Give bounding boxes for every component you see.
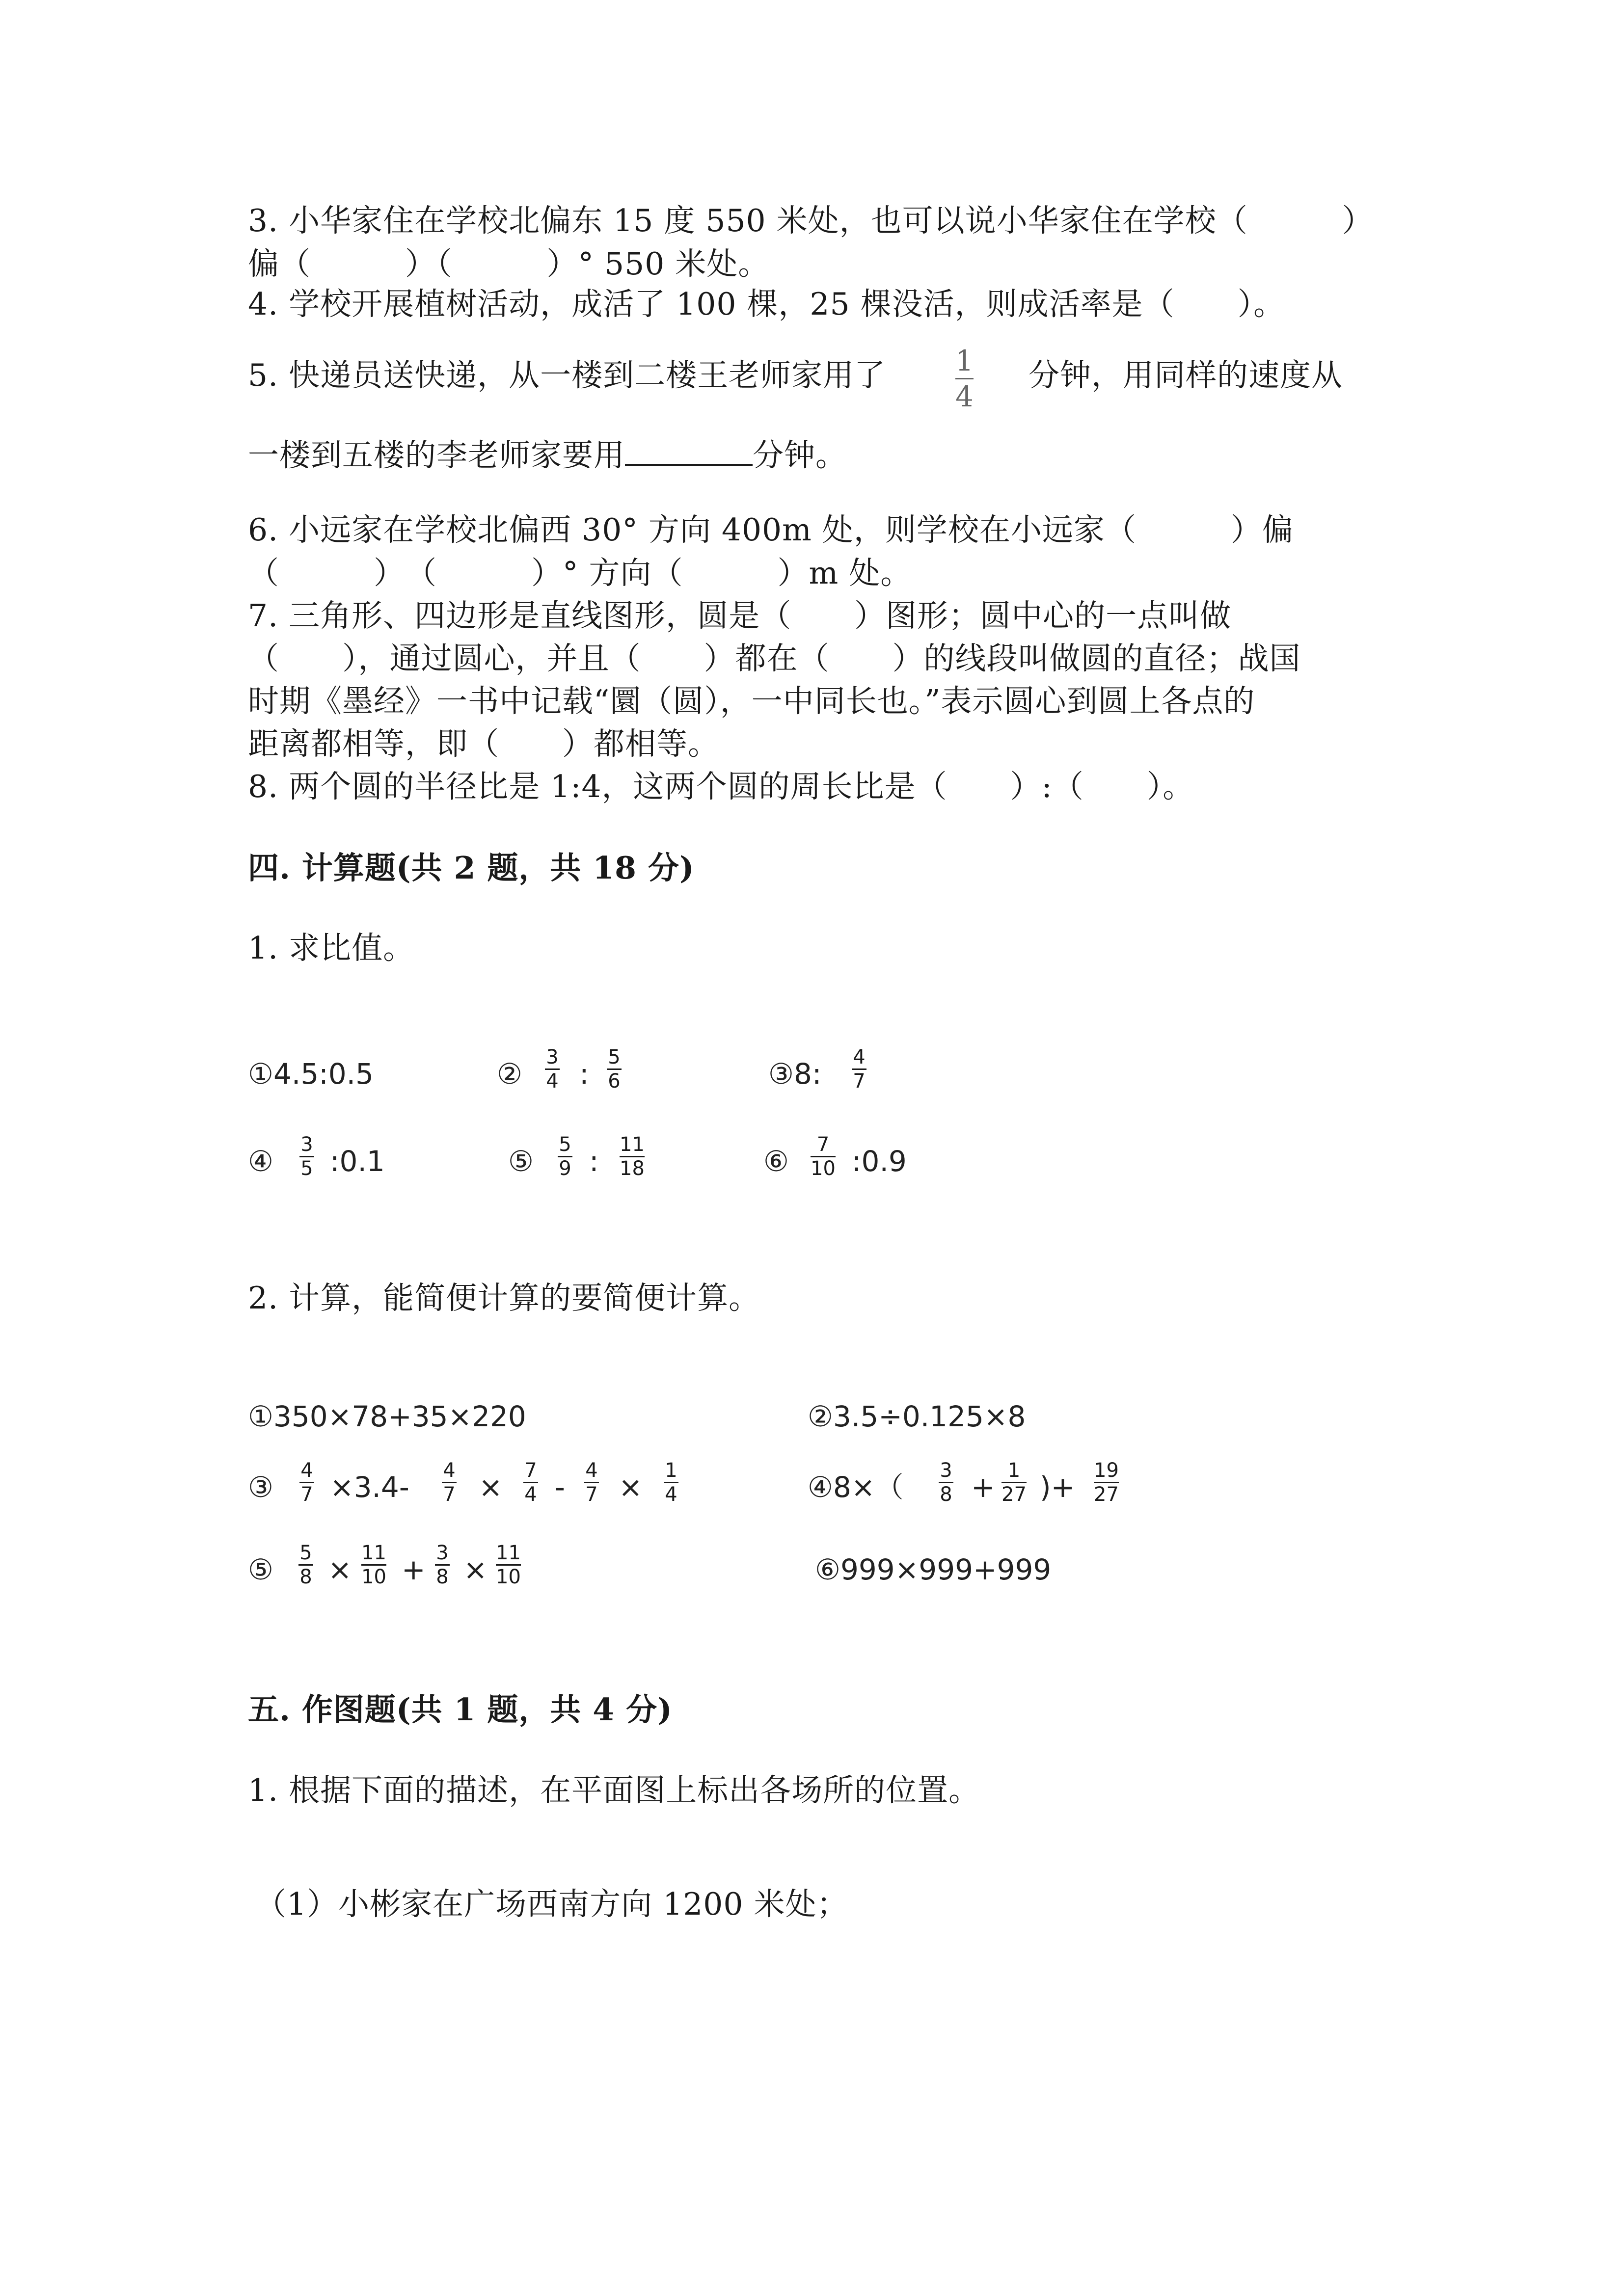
fraction-numerator: 5 xyxy=(608,1046,621,1068)
question-6-line-1: 6. 小远家在学校北偏西 30° 方向 400m 处，则学校在小远家（ ）偏 xyxy=(248,512,1294,548)
fraction-denominator: 5 xyxy=(300,1157,313,1180)
ratio-6-fraction xyxy=(811,1135,836,1178)
fraction-denominator: 4 xyxy=(665,1483,677,1506)
ratio-3-label: ③8: xyxy=(768,1057,822,1091)
ratio-5-label: ⑤ xyxy=(508,1145,534,1178)
ratio-2-fraction-a xyxy=(545,1047,560,1091)
calc-3-fraction-4 xyxy=(584,1461,599,1504)
fraction-denominator: 10 xyxy=(496,1566,521,1588)
ratio-3-fraction xyxy=(852,1047,866,1091)
calc-3-label: ③ xyxy=(248,1470,273,1504)
fraction-numerator: 3 xyxy=(940,1459,952,1482)
calc-3-fraction-2 xyxy=(442,1461,457,1504)
fraction-numerator: 1 xyxy=(665,1459,677,1482)
calc-3-text-2: × xyxy=(479,1470,503,1504)
question-7-line-3: 时期《墨经》一书中记载“圜（圆），一中同长也。”表示圆心到圆上各点的 xyxy=(248,683,1255,719)
fraction-denominator: 9 xyxy=(559,1157,571,1180)
fraction-denominator: 10 xyxy=(361,1566,386,1588)
question-7-line-2: （ ），通过圆心，并且（ ）都在（ ）的线段叫做圆的直径；战国 xyxy=(248,641,1301,676)
section-4-heading: 四. 计算题(共 2 题，共 18 分) xyxy=(248,850,695,886)
calc-3-fraction-3 xyxy=(523,1461,538,1504)
calc-5-fraction-4 xyxy=(496,1543,521,1587)
calc-6: ⑥999×999+999 xyxy=(815,1553,1052,1586)
calc-4-text-1: + xyxy=(971,1470,995,1504)
fraction-numerator: 7 xyxy=(524,1459,537,1482)
question-5-part-1: 5. 快递员送快递，从一楼到二楼王老师家用了 xyxy=(248,357,886,393)
ratio-5-fraction-a xyxy=(558,1135,572,1178)
ratio-5-separator: : xyxy=(589,1145,599,1178)
fraction-numerator: 7 xyxy=(816,1133,830,1156)
ratio-4-fraction xyxy=(299,1135,314,1178)
ratio-6-tail: :0.9 xyxy=(852,1145,907,1178)
fraction-numerator: 4 xyxy=(443,1459,456,1482)
calc-3-fraction-5 xyxy=(664,1461,678,1504)
calc-5-fraction-1 xyxy=(298,1543,313,1587)
fraction-numerator: 19 xyxy=(1094,1459,1119,1482)
section-5-item-1: （1）小彬家在广场西南方向 1200 米处； xyxy=(255,1886,848,1922)
question-5-part-2: 分钟，用同样的速度从 xyxy=(1029,357,1343,393)
calc-5-fraction-3 xyxy=(435,1543,450,1587)
calc-3-text-3: - xyxy=(555,1470,565,1504)
ratio-4-label: ④ xyxy=(248,1145,273,1178)
fraction-numerator: 4 xyxy=(585,1459,598,1482)
fraction-denominator: 10 xyxy=(811,1157,836,1180)
fraction-denominator: 4 xyxy=(524,1483,537,1506)
fraction-denominator: 6 xyxy=(608,1070,621,1093)
fraction-numerator: 11 xyxy=(496,1542,521,1564)
question-5-fraction xyxy=(955,344,974,413)
fraction-numerator: 11 xyxy=(361,1542,386,1564)
question-6-line-2: （ ） （ ）° 方向（ ）m 处。 xyxy=(248,555,912,591)
question-7-line-4: 距离都相等，即（ ）都相等。 xyxy=(248,726,719,762)
fraction-numerator: 3 xyxy=(546,1046,559,1068)
question-7-line-1: 7. 三角形、四边形是直线图形，圆是（ ）图形；圆中心的一点叫做 xyxy=(248,598,1232,634)
fraction-numerator: 5 xyxy=(299,1542,312,1564)
ratio-6-label: ⑥ xyxy=(763,1145,789,1178)
question-3-line-2: 偏（ ）（ ）° 550 米处。 xyxy=(248,246,770,282)
question-8: 8. 两个圆的半径比是 1:4，这两个圆的周长比是（ ）:（ ）。 xyxy=(248,769,1194,804)
ratio-2-fraction-b xyxy=(607,1047,622,1091)
fraction-numerator: 5 xyxy=(559,1133,571,1156)
calc-5-text-2: + xyxy=(402,1553,426,1586)
fraction-denominator: 4 xyxy=(546,1070,559,1093)
fraction-numerator: 4 xyxy=(853,1046,866,1068)
section-5-heading: 五. 作图题(共 1 题，共 4 分) xyxy=(248,1691,673,1728)
fraction-denominator: 7 xyxy=(300,1483,313,1506)
calc-3-fraction-1 xyxy=(299,1461,314,1504)
calc-4-text-2: )+ xyxy=(1040,1470,1075,1504)
ratio-2-separator: : xyxy=(579,1057,589,1091)
calc-3-text-1: ×3.4- xyxy=(330,1470,409,1504)
fraction-denominator: 8 xyxy=(436,1566,449,1588)
calc-5-label: ⑤ xyxy=(248,1553,273,1586)
fraction-numerator: 4 xyxy=(300,1459,313,1482)
calc-4-label: ④8×（ xyxy=(808,1470,904,1504)
fraction-numerator: 1 xyxy=(1007,1459,1021,1482)
fraction-denominator: 18 xyxy=(620,1157,645,1180)
question-5-line-2-text-a: 一楼到五楼的李老师家要用 xyxy=(248,437,625,473)
calc-4-fraction-3 xyxy=(1094,1461,1119,1504)
calc-5-text-1: × xyxy=(328,1553,352,1586)
fraction-denominator: 27 xyxy=(1001,1483,1027,1506)
fraction-numerator: 11 xyxy=(620,1133,645,1156)
calc-5-fraction-2 xyxy=(361,1543,386,1587)
fraction-denominator: 7 xyxy=(443,1483,456,1506)
fraction-denominator: 7 xyxy=(853,1070,866,1093)
calc-1: ①350×78+35×220 xyxy=(248,1400,526,1433)
question-5-line-2-text-b: 分钟。 xyxy=(753,437,847,473)
fraction-denominator: 27 xyxy=(1094,1483,1119,1506)
question-5-line-2 xyxy=(248,436,847,475)
fraction-denominator: 8 xyxy=(940,1483,952,1506)
section-4-question-1: 1. 求比值。 xyxy=(248,930,415,966)
question-3-line-1: 3. 小华家住在学校北偏东 15 度 550 米处，也可以说小华家住在学校（ ） xyxy=(248,203,1374,239)
fraction-denominator: 4 xyxy=(955,380,974,413)
fraction-numerator: 3 xyxy=(300,1133,313,1156)
fraction-numerator: 3 xyxy=(436,1542,449,1564)
ratio-5-fraction-b xyxy=(620,1135,645,1178)
calc-5-text-3: × xyxy=(463,1553,487,1586)
question-4: 4. 学校开展植树活动，成活了 100 棵，25 棵没活，则成活率是（ ）。 xyxy=(248,286,1285,322)
fraction-denominator: 7 xyxy=(585,1483,598,1506)
ratio-1: ①4.5:0.5 xyxy=(248,1057,374,1091)
calc-4-fraction-1 xyxy=(939,1461,953,1504)
ratio-2-label: ② xyxy=(497,1057,522,1091)
section-4-question-2: 2. 计算，能简便计算的要简便计算。 xyxy=(248,1280,760,1316)
ratio-4-tail: :0.1 xyxy=(330,1145,385,1178)
section-5-question-1: 1. 根据下面的描述，在平面图上标出各场所的位置。 xyxy=(248,1772,980,1808)
calc-2: ②3.5÷0.125×8 xyxy=(808,1400,1026,1433)
fraction-bar xyxy=(955,378,974,379)
calc-3-text-4: × xyxy=(619,1470,643,1504)
fraction-denominator: 8 xyxy=(299,1566,312,1588)
calc-4-fraction-2 xyxy=(1001,1461,1027,1504)
fraction-numerator: 1 xyxy=(955,344,974,377)
answer-blank[interactable] xyxy=(625,436,753,466)
